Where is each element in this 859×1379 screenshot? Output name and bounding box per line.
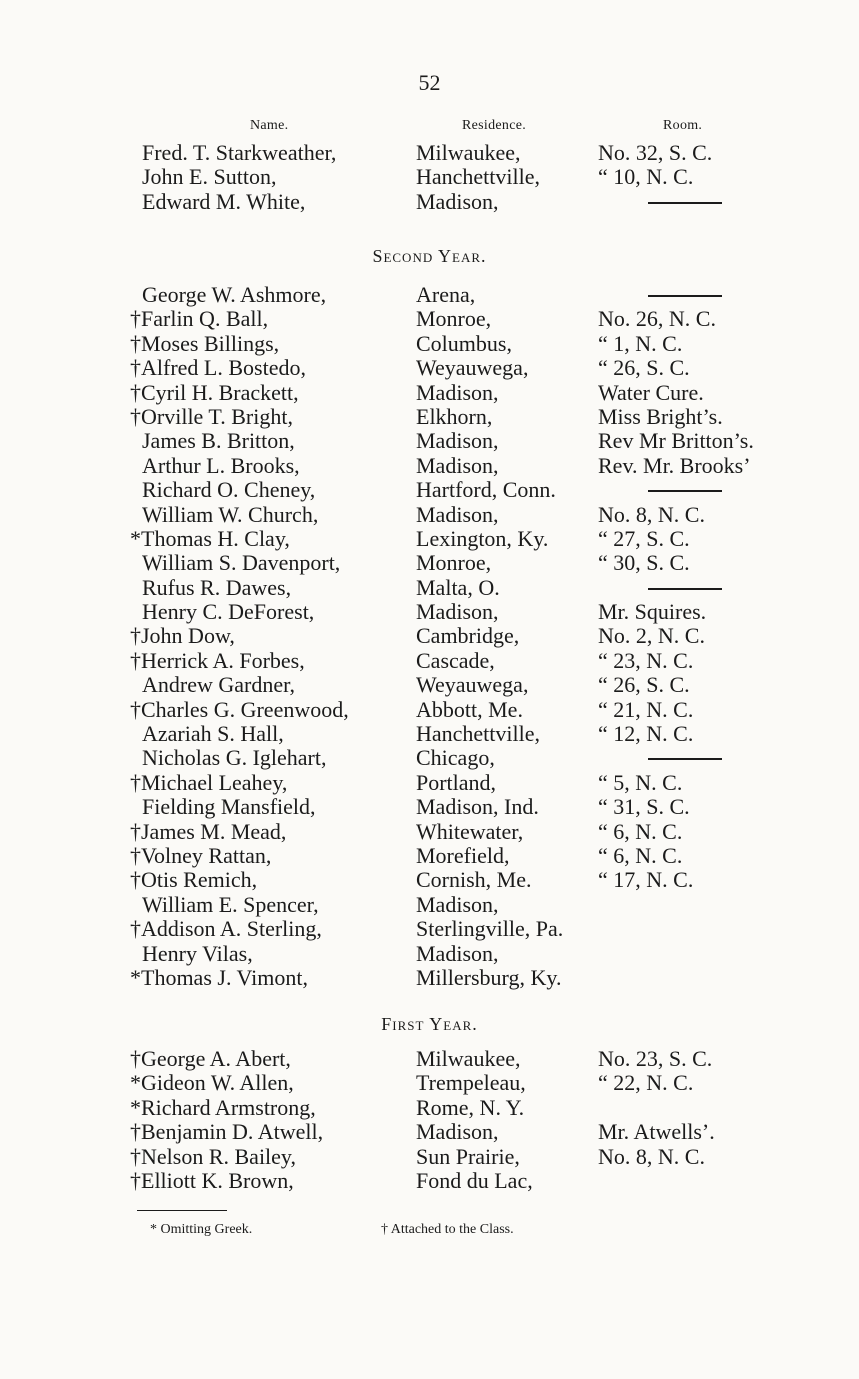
student-name: Azariah S. Hall, <box>142 721 284 747</box>
student-row <box>0 527 859 551</box>
second-year-list <box>0 283 859 990</box>
student-residence: Monroe, <box>416 306 492 332</box>
student-residence: Madison, <box>416 1119 499 1145</box>
student-name: †John Dow, <box>130 623 235 649</box>
student-residence: Madison, <box>416 428 499 454</box>
student-name: William S. Davenport, <box>142 550 341 576</box>
student-row <box>0 190 859 214</box>
student-name: Henry C. DeForest, <box>142 599 315 625</box>
student-room: “ 30, S. C. <box>598 550 690 576</box>
student-name: Fielding Mansfield, <box>142 794 316 820</box>
student-row <box>0 624 859 648</box>
student-row <box>0 1071 859 1095</box>
student-row <box>0 1145 859 1169</box>
student-residence: Hanchettville, <box>416 164 541 190</box>
student-name: †Nelson R. Bailey, <box>130 1143 296 1169</box>
student-row <box>0 649 859 673</box>
student-residence: Whitewater, <box>416 818 524 844</box>
student-room: “ 6, N. C. <box>598 818 683 844</box>
student-row <box>0 698 859 722</box>
section-title-first-year: First Year. <box>381 1014 478 1034</box>
student-residence: Malta, O. <box>416 574 500 600</box>
student-residence: Madison, <box>416 188 499 214</box>
student-name: †Otis Remich, <box>130 867 258 893</box>
student-row <box>0 429 859 453</box>
student-row <box>0 966 859 990</box>
student-residence: Trempeleau, <box>416 1070 526 1096</box>
student-residence: Sterlingville, Pa. <box>416 916 564 942</box>
student-room: No. 26, N. C. <box>598 306 716 332</box>
student-name: William E. Spencer, <box>142 891 319 917</box>
student-name: †Benjamin D. Atwell, <box>130 1119 324 1145</box>
student-name: †Addison A. Sterling, <box>130 916 322 942</box>
student-residence: Madison, <box>416 891 499 917</box>
student-row <box>0 551 859 575</box>
student-row <box>0 893 859 917</box>
student-name: *Thomas J. Vimont, <box>130 964 308 990</box>
student-residence: Hanchettville, <box>416 721 541 747</box>
room-blank-dash <box>648 202 722 204</box>
student-name: *Thomas H. Clay, <box>130 525 290 551</box>
student-room: “ 27, S. C. <box>598 525 690 551</box>
student-name: William W. Church, <box>142 501 319 527</box>
student-name: †Cyril H. Brackett, <box>130 379 299 405</box>
student-row <box>0 1047 859 1071</box>
student-name: Henry Vilas, <box>142 940 253 966</box>
student-residence: Madison, <box>416 501 499 527</box>
student-row <box>0 942 859 966</box>
student-name: Rufus R. Dawes, <box>142 574 292 600</box>
student-room: “ 21, N. C. <box>598 696 694 722</box>
student-room: “ 12, N. C. <box>598 721 694 747</box>
student-row <box>0 844 859 868</box>
student-row <box>0 795 859 819</box>
room-blank-dash <box>648 295 722 297</box>
student-residence: Arena, <box>416 282 476 307</box>
student-residence: Milwaukee, <box>416 1046 521 1071</box>
student-residence: Chicago, <box>416 745 495 771</box>
student-row <box>0 454 859 478</box>
student-name: John E. Sutton, <box>142 164 277 190</box>
student-row <box>0 917 859 941</box>
student-row <box>0 405 859 429</box>
student-name: †Orville T. Bright, <box>130 403 293 429</box>
student-row <box>0 746 859 770</box>
student-name: †Herrick A. Forbes, <box>130 647 305 673</box>
student-residence: Cascade, <box>416 647 495 673</box>
student-name: †Alfred L. Bostedo, <box>130 355 306 381</box>
student-room: No. 8, N. C. <box>598 501 705 527</box>
student-residence: Sun Prairie, <box>416 1143 520 1169</box>
student-name: Edward M. White, <box>142 188 306 214</box>
student-row <box>0 820 859 844</box>
student-room: No. 23, S. C. <box>598 1046 713 1071</box>
student-residence: Cornish, Me. <box>416 867 532 893</box>
student-row <box>0 1096 859 1120</box>
student-room: “ 17, N. C. <box>598 867 694 893</box>
student-residence: Hartford, Conn. <box>416 477 556 503</box>
student-room: “ 23, N. C. <box>598 647 694 673</box>
student-room: Rev Mr Britton’s. <box>598 428 754 454</box>
student-name: Richard O. Cheney, <box>142 477 316 503</box>
student-row <box>0 307 859 331</box>
student-residence: Abbott, Me. <box>416 696 523 722</box>
student-residence: Madison, <box>416 452 499 478</box>
student-name: †Michael Leahey, <box>130 769 288 795</box>
student-residence: Rome, N. Y. <box>416 1094 525 1120</box>
student-row <box>0 722 859 746</box>
student-row <box>0 503 859 527</box>
student-name: †Volney Rattan, <box>130 842 272 868</box>
student-row <box>0 673 859 697</box>
student-residence: Columbus, <box>416 330 512 356</box>
student-row <box>0 600 859 624</box>
column-header-room: Room. <box>663 118 703 133</box>
room-blank-dash <box>648 588 722 590</box>
student-residence: Cambridge, <box>416 623 520 649</box>
student-residence: Weyauwega, <box>416 355 529 381</box>
continued-list <box>0 141 859 214</box>
student-name: Nicholas G. Iglehart, <box>142 745 327 771</box>
student-room: Mr. Atwells’. <box>598 1119 715 1145</box>
footnote-rule <box>137 1210 227 1211</box>
student-name: †George A. Abert, <box>130 1046 291 1071</box>
student-room: “ 1, N. C. <box>598 330 683 356</box>
student-room: Rev. Mr. Brooks’ <box>598 452 751 478</box>
student-residence: Fond du Lac, <box>416 1167 533 1193</box>
student-name: †Charles G. Greenwood, <box>130 696 349 722</box>
student-residence: Weyauwega, <box>416 672 529 698</box>
room-blank-dash <box>648 490 722 492</box>
student-room: “ 6, N. C. <box>598 842 683 868</box>
student-row <box>0 1169 859 1193</box>
student-room: “ 5, N. C. <box>598 769 683 795</box>
student-residence: Madison, <box>416 599 499 625</box>
student-name: *Richard Armstrong, <box>130 1094 316 1120</box>
student-row <box>0 576 859 600</box>
student-room: “ 31, S. C. <box>598 794 690 820</box>
student-residence: Madison, Ind. <box>416 794 539 820</box>
footnote-attached: † Attached to the Class. <box>381 1222 514 1237</box>
student-residence: Morefield, <box>416 842 510 868</box>
student-row <box>0 283 859 307</box>
student-name: Andrew Gardner, <box>142 672 296 698</box>
footnote-omitting-greek: * Omitting Greek. <box>150 1222 253 1237</box>
student-name: Arthur L. Brooks, <box>142 452 300 478</box>
student-row <box>0 165 859 189</box>
student-room: No. 32, S. C. <box>598 140 713 165</box>
student-room: “ 10, N. C. <box>598 164 694 190</box>
student-name: James B. Britton, <box>142 428 295 454</box>
student-residence: Millersburg, Ky. <box>416 964 562 990</box>
student-room: “ 26, S. C. <box>598 672 690 698</box>
room-blank-dash <box>648 758 722 760</box>
student-row <box>0 141 859 165</box>
student-residence: Madison, <box>416 940 499 966</box>
student-residence: Portland, <box>416 769 497 795</box>
student-name: *Gideon W. Allen, <box>130 1070 294 1096</box>
student-row <box>0 478 859 502</box>
student-room: “ 22, N. C. <box>598 1070 694 1096</box>
student-row <box>0 771 859 795</box>
column-header-name: Name. <box>250 118 289 133</box>
student-room: Miss Bright’s. <box>598 403 723 429</box>
student-residence: Milwaukee, <box>416 140 521 165</box>
student-row <box>0 1120 859 1144</box>
student-row <box>0 332 859 356</box>
student-row <box>0 356 859 380</box>
student-name: †Elliott K. Brown, <box>130 1167 294 1193</box>
student-row <box>0 868 859 892</box>
student-room: “ 26, S. C. <box>598 355 690 381</box>
student-room: Water Cure. <box>598 379 704 405</box>
student-name: †Moses Billings, <box>130 330 280 356</box>
student-residence: Madison, <box>416 379 499 405</box>
student-room: No. 8, N. C. <box>598 1143 705 1169</box>
section-title-second-year: Second Year. <box>372 246 487 266</box>
student-residence: Lexington, Ky. <box>416 525 549 551</box>
student-name: Fred. T. Starkweather, <box>142 140 337 165</box>
student-row <box>0 381 859 405</box>
student-residence: Elkhorn, <box>416 403 493 429</box>
column-header-residence: Residence. <box>462 118 527 133</box>
student-room: Mr. Squires. <box>598 599 707 625</box>
page-number: 52 <box>418 70 441 95</box>
student-residence: Monroe, <box>416 550 492 576</box>
first-year-list <box>0 1047 859 1193</box>
student-name: †James M. Mead, <box>130 818 287 844</box>
student-name: †Farlin Q. Ball, <box>130 306 269 332</box>
student-name: George W. Ashmore, <box>142 282 327 307</box>
student-room: No. 2, N. C. <box>598 623 705 649</box>
